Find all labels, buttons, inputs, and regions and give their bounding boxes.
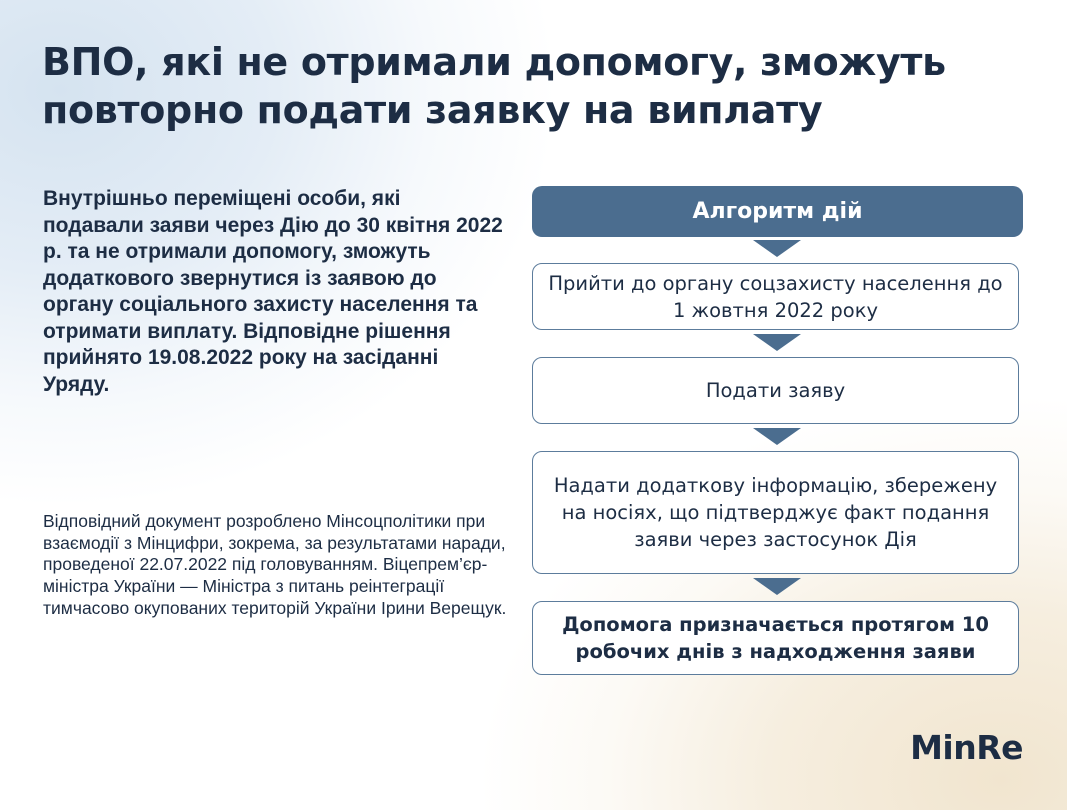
step-2: Подати заяву <box>532 357 1019 424</box>
minre-logo: MinRe <box>910 728 1023 767</box>
arrow-down-icon <box>753 334 801 351</box>
arrow-down-icon <box>753 578 801 595</box>
arrow-down-icon <box>753 240 801 257</box>
lead-paragraph: Внутрішньо переміщені особи, які подавали заяви через Дію до 30 квітня 2022 р. та не отримали допомогу, зможуть додаткового звернутися із заявою до органу соціального захисту населення та отримати виплату. Відповідне рішення прийнято 19.08.2022 року на засіданні Уряду. <box>43 187 503 396</box>
step-3: Надати додаткову інформацію, збережену на носіях, що підтверджує факт подання заяви через застосунок Дія <box>532 451 1019 574</box>
arrow-down-icon <box>753 428 801 445</box>
page-title: ВПО, які не отримали допомогу, зможуть повторно подати заявку на виплату <box>42 40 946 132</box>
step-1: Прийти до органу соцзахисту населення до 1 жовтня 2022 року <box>532 263 1019 330</box>
note-paragraph: Відповідний документ розроблено Мінсоцполітики при взаємодії з Мінцифри, зокрема, за результатами наради, проведеної 22.07.2022 під головуванням. Віцепрем’єр-міністра України — Міністра з питань реінтеграції тимчасово окупованих територій України Ірини Верещук. <box>43 511 507 618</box>
algorithm-header: Алгоритм дій <box>532 186 1023 237</box>
step-4: Допомога призначається протягом 10 робочих днів з надходження заяви <box>532 601 1019 675</box>
